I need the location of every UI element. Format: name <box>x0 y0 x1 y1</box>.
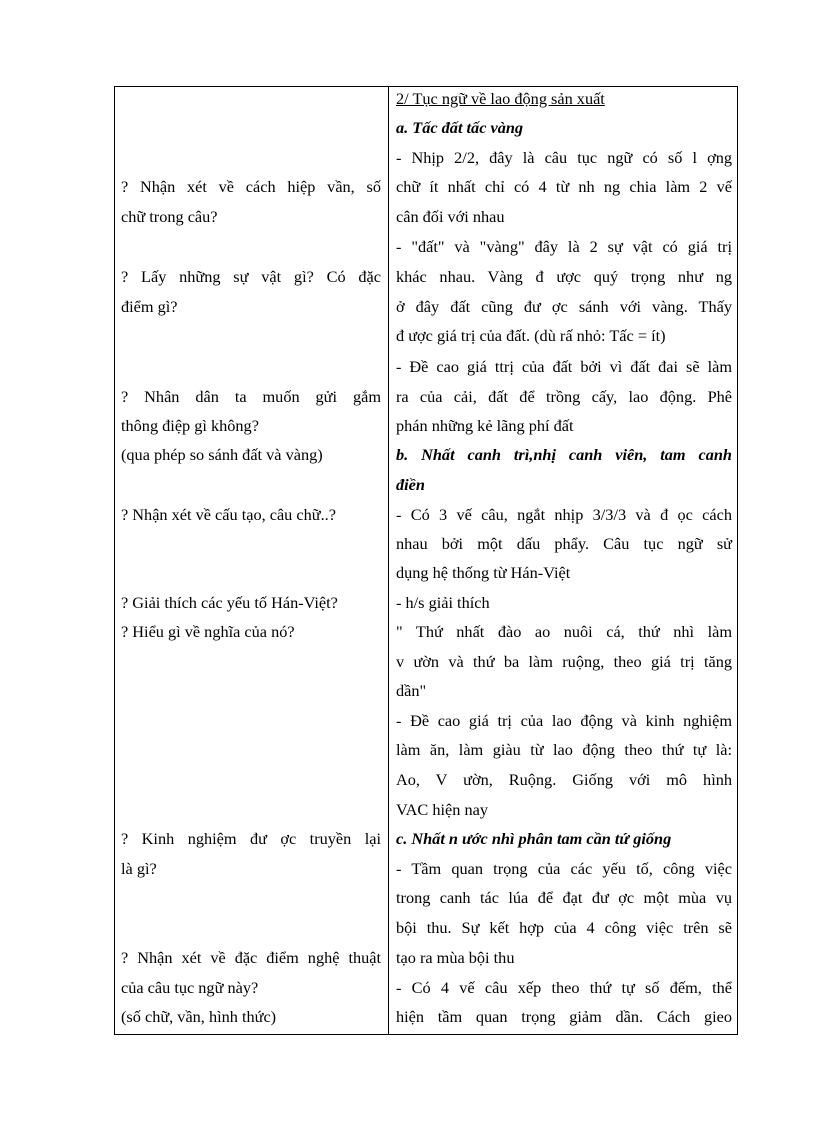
answer-line: b. Nhất canh trì,nhị canh viên, tam canh <box>396 445 732 464</box>
answer-line: ra của cải, đất để trồng cấy, lao động. Phê <box>396 387 732 406</box>
question-line: ? Lấy những sự vật gì? Có đặc <box>121 267 381 286</box>
answer-line: bội thu. Sự kết hợp của 4 công việc trên sẽ <box>396 918 732 937</box>
question-line: của câu tục ngữ này? <box>121 978 259 997</box>
answer-line: " Thứ nhất đào ao nuôi cá, thứ nhì làm <box>396 622 732 641</box>
answer-line: - Có 4 vế câu xếp theo thứ tự số đếm, thể <box>396 978 732 997</box>
answer-line: - Có 3 vế câu, ngắt nhịp 3/3/3 và đ ọc cách <box>396 505 732 524</box>
answer-line: phán những kẻ lãng phí đất <box>396 416 574 435</box>
answer-line: nhau bởi một dấu phẩy. Câu tục ngữ sử <box>396 534 732 553</box>
answer-line: 2/ Tục ngữ về lao động sản xuất <box>396 89 605 108</box>
question-line: (số chữ, vần, hình thức) <box>121 1007 277 1026</box>
answer-line: - Đề cao giá ttrị của đất bởi vì đất đai sẽ làm <box>396 357 732 376</box>
question-line: ? Nhân dân ta muốn gửi gắm <box>121 387 381 406</box>
answer-line: - Nhịp 2/2, đây là câu tục ngữ có số l ợng <box>396 148 732 167</box>
question-line: ? Hiểu gì về nghĩa của nó? <box>121 622 295 641</box>
answer-line: - h/s giải thích <box>396 593 490 612</box>
question-line: ? Giải thích các yếu tố Hán-Việt? <box>121 593 338 612</box>
answer-line: - Đề cao giá trị của lao động và kinh nghiệm <box>396 711 732 730</box>
answer-line: dần" <box>396 681 427 700</box>
answer-line: a. Tấc đất tấc vàng <box>396 118 524 137</box>
answer-line: khác nhau. Vàng đ ược quý trọng như ng <box>396 267 732 286</box>
answer-line: hiện tầm quan trọng giảm dần. Cách gieo <box>396 1007 732 1026</box>
answer-line: cân đối với nhau <box>396 207 505 226</box>
question-line: ? Nhận xét về cách hiệp vần, số <box>121 177 381 196</box>
answer-line: đ ược giá trị của đất. (dù rấ nhỏ: Tấc = ít) <box>396 326 666 345</box>
answer-line: điền <box>396 475 425 494</box>
answer-line: trong canh tác lúa để đạt đư ợc một mùa vụ <box>396 888 732 907</box>
question-line: thông điệp gì không? <box>121 416 259 435</box>
column-divider <box>388 87 389 1034</box>
answer-line: tạo ra mùa bội thu <box>396 948 515 967</box>
answer-line: - Tầm quan trọng của các yếu tố, công việc <box>396 859 732 878</box>
lesson-table <box>114 86 738 1035</box>
answer-line: ở đây đất cũng đư ợc sánh với vàng. Thấy <box>396 297 732 316</box>
answer-line: dụng hệ thống từ Hán-Việt <box>396 563 571 582</box>
question-line: ? Nhận xét về đặc điểm nghệ thuật <box>121 948 381 967</box>
answer-line: c. Nhất n ước nhì phân tam cần tứ giống <box>396 829 672 848</box>
answer-line: chữ ít nhất chỉ có 4 từ nh ng chia làm 2 vế <box>396 177 732 196</box>
question-line: chữ trong câu? <box>121 207 218 226</box>
answer-line: v ườn và thứ ba làm ruộng, theo giá trị tăng <box>396 652 732 671</box>
question-line: (qua phép so sánh đất và vàng) <box>121 445 323 464</box>
answer-line: làm ăn, làm giàu từ lao động theo thứ tự là: <box>396 740 732 759</box>
question-line: ? Kinh nghiệm đư ợc truyền lại <box>121 829 381 848</box>
question-line: ? Nhận xét về cấu tạo, câu chữ..? <box>121 505 336 524</box>
answer-line: - "đất" và "vàng" đây là 2 sự vật có giá trị <box>396 237 732 256</box>
answer-line: Ao, V ườn, Ruộng. Giống với mô hình <box>396 770 732 789</box>
answer-line: VAC hiện nay <box>396 800 488 819</box>
question-line: điểm gì? <box>121 297 178 316</box>
question-line: là gì? <box>121 859 157 878</box>
